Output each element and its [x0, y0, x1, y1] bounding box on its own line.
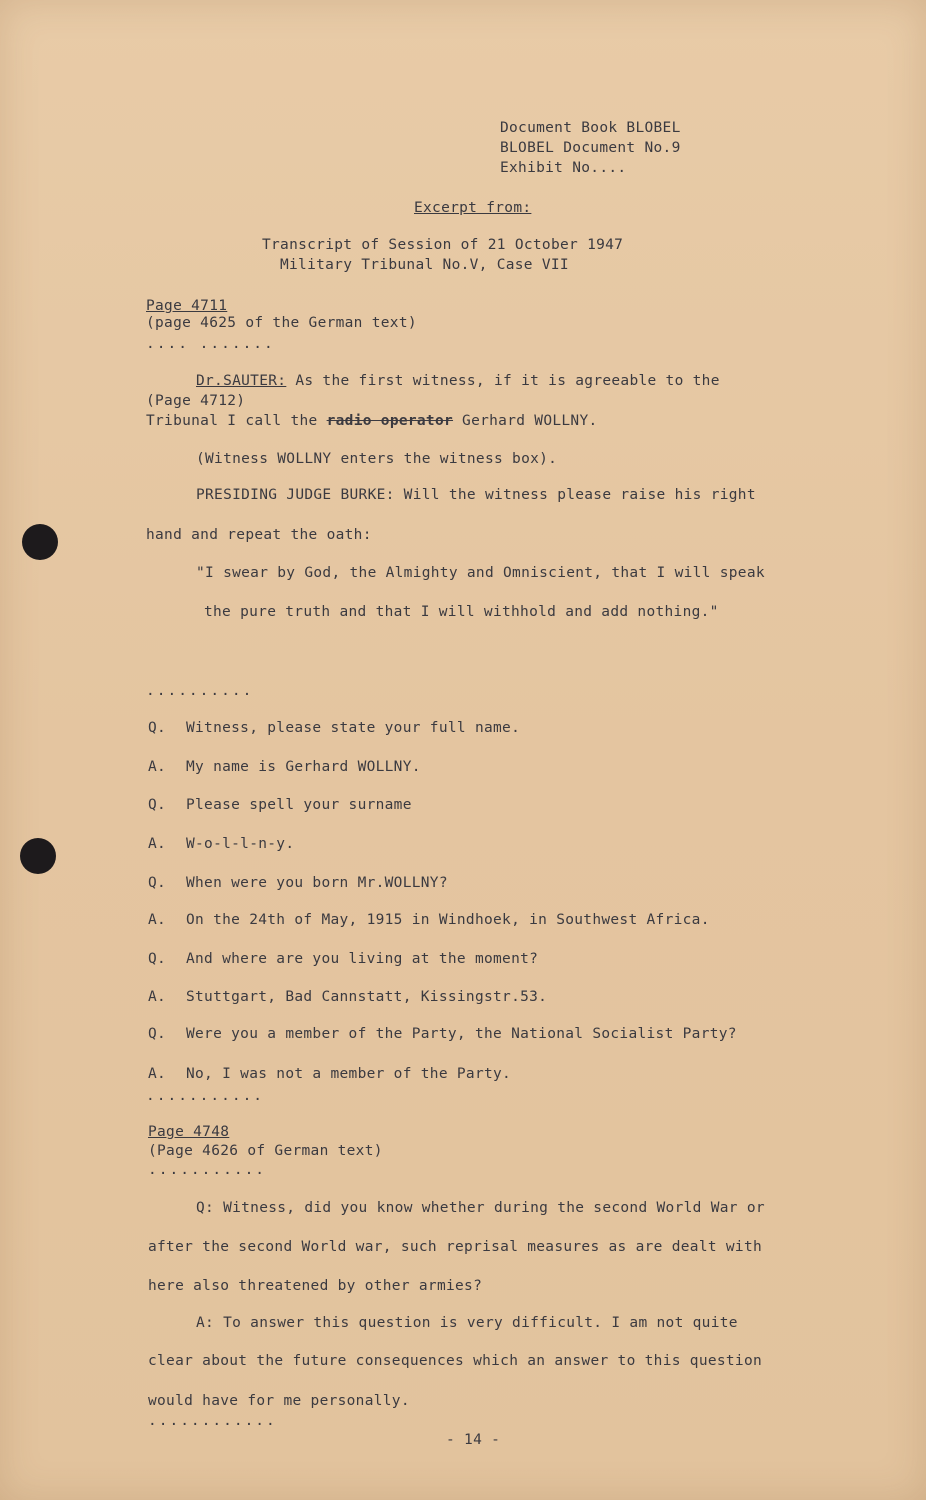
paragraph-line [196, 487, 756, 503]
text-part: Gerhard WOLLNY. [453, 413, 598, 429]
exhibit-line: Exhibit No.... [500, 160, 627, 176]
qa-row [148, 989, 547, 1005]
answer-line [196, 1315, 738, 1331]
qa-row [148, 720, 520, 736]
page-ref-inline: (Page 4712) [146, 393, 246, 409]
qa-text: Were you a member of the Party, the National Socialist Party? [186, 1026, 737, 1042]
qa-prefix: Q. [148, 875, 167, 891]
oath-line-2: the pure truth and that I will withhold and add nothing." [204, 604, 719, 620]
qa-row [148, 759, 421, 775]
qa-text: Witness, please state your full name. [186, 720, 521, 736]
doc-book-line: Document Book BLOBEL [500, 120, 681, 136]
qa-row [148, 1066, 511, 1082]
doc-number-line: BLOBEL Document No.9 [500, 140, 681, 156]
qa-prefix: A. [148, 836, 167, 852]
qa-prefix: Q. [148, 1026, 167, 1042]
ellipsis-line: ............ [148, 1413, 277, 1429]
qa-prefix: Q. [148, 797, 167, 813]
page-number: - 14 - [446, 1432, 501, 1448]
qa-row [148, 875, 448, 891]
qa-text: On the 24th of May, 1915 in Windhoek, in Southwest Africa. [186, 912, 710, 928]
paragraph-line [196, 373, 720, 389]
ellipsis-line: .... ....... [146, 336, 275, 352]
q-label: Q: [196, 1200, 215, 1216]
qa-row [148, 836, 294, 852]
ellipsis-line: ........... [146, 1088, 265, 1104]
text-part: Tribunal I call the [146, 413, 327, 429]
qa-text: No, I was not a member of the Party. [186, 1066, 512, 1082]
qa-row [148, 951, 538, 967]
qa-prefix: Q. [148, 720, 167, 736]
qa-text: When were you born Mr.WOLLNY? [186, 875, 448, 891]
qa-row [148, 912, 710, 928]
qa-text: W-o-l-l-n-y. [186, 836, 295, 852]
speaker-name: Dr.SAUTER: [196, 373, 287, 389]
qa-text: My name is Gerhard WOLLNY. [186, 759, 421, 775]
qa-prefix: A. [148, 912, 167, 928]
oath-line-1: "I swear by God, the Almighty and Omniscient, that I will speak [196, 565, 765, 581]
a-label: A: [196, 1315, 215, 1331]
struck-text: radio operator [326, 413, 454, 429]
punch-hole [20, 838, 56, 874]
german-page-ref: (Page 4626 of German text) [148, 1143, 383, 1159]
qa-text: And where are you living at the moment? [186, 951, 539, 967]
german-page-ref: (page 4625 of the German text) [146, 315, 417, 331]
stage-direction: (Witness WOLLNY enters the witness box). [196, 451, 558, 467]
qa-prefix: A. [148, 989, 167, 1005]
judge-text-cont: hand and repeat the oath: [146, 527, 372, 543]
punch-hole [22, 524, 58, 560]
page-ref: Page 4748 [148, 1124, 230, 1140]
question-line: here also threatened by other armies? [148, 1278, 483, 1294]
answer-line: clear about the future consequences which an answer to this question [148, 1353, 763, 1369]
page-ref: Page 4711 [146, 298, 228, 314]
qa-prefix: A. [148, 759, 167, 775]
transcript-line-1: Transcript of Session of 21 October 1947 [262, 237, 624, 253]
speaker-text: As the first witness, if it is agreeable to the [286, 373, 720, 389]
question-line: after the second World war, such reprisal measures as are dealt with [148, 1239, 763, 1255]
paragraph-line [146, 413, 598, 429]
judge-name: PRESIDING JUDGE BURKE: [196, 487, 395, 503]
qa-row [148, 1026, 737, 1042]
question-line [196, 1200, 765, 1216]
qa-text: Stuttgart, Bad Cannstatt, Kissingstr.53. [186, 989, 548, 1005]
qa-prefix: Q. [148, 951, 167, 967]
answer-line: would have for me personally. [148, 1393, 410, 1409]
judge-text: Will the witness please raise his right [394, 487, 756, 503]
ellipsis-line: ........... [148, 1162, 267, 1178]
excerpt-title: Excerpt from: [414, 200, 532, 216]
transcript-line-2: Military Tribunal No.V, Case VII [280, 257, 569, 273]
qa-row [148, 797, 412, 813]
q-text: Witness, did you know whether during the second World War or [223, 1200, 765, 1216]
ellipsis-line: .......... [146, 683, 254, 699]
qa-prefix: A. [148, 1066, 167, 1082]
a-text: To answer this question is very difficult. I am not quite [223, 1315, 738, 1331]
qa-text: Please spell your surname [186, 797, 412, 813]
